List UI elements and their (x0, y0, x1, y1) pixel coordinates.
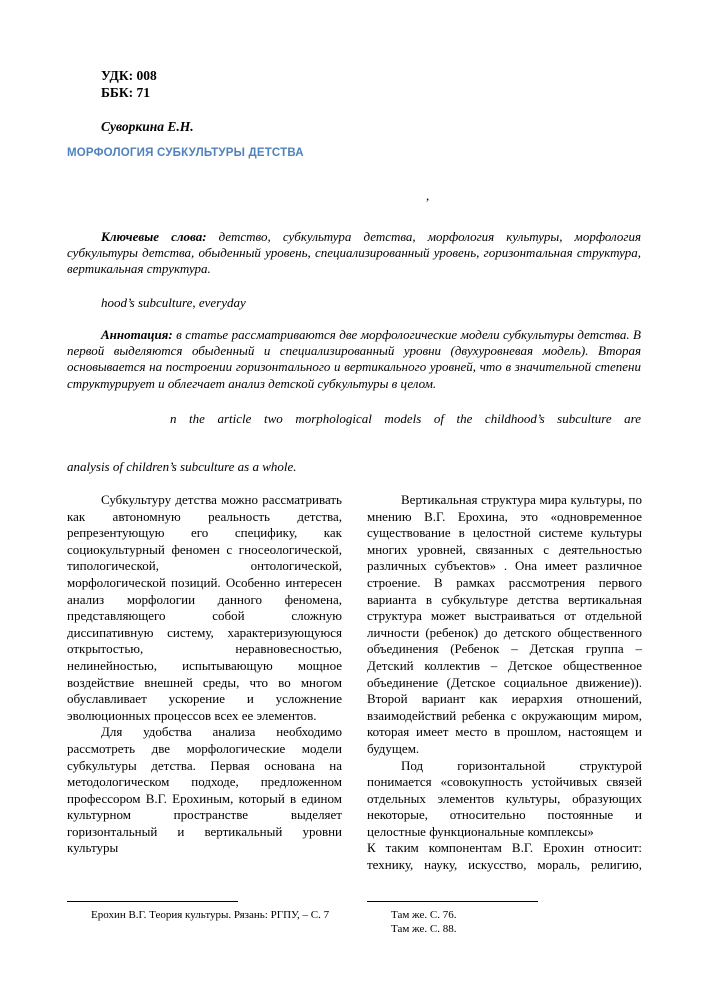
udk-code: УДК: 008 (101, 68, 157, 83)
keywords-paragraph (67, 229, 641, 278)
right-paragraph-1: Вертикальная структура мира культуры, по мнению В.Г. Ерохина, это «одновременное существование в целостной системе культуры многих уровней, связанных с деятельностью различных субъектов» . Она имеет различное строение. В рамках рассмотрения первого варианта в субкультуре детства вертикальная структура может выстраиваться от отдельной личности (ребенок) до детского общественного объединения (Ребенок – Детская группа – Детский коллектив – Детское общественное объединение (Детское социальное движение)). Второй вариант как иерархия отношений, взаимодействий ребенка с окружающим миром, которая имеет место в прошлом, настоящем и будущем. (367, 492, 642, 756)
abstract-text: в статье рассматриваются две морфологические модели субкультуры детства. В первой выделяются обыденный и специализированный уровни (двухуровневая модель). Вторая основывается на построении горизонтального и вертикального уровней, что в значительной степени структурирует и облегчает анализ детской субкультуры в целом. (67, 327, 641, 391)
left-paragraph-2: Для удобства анализа необходимо рассмотреть две морфологические модели субкультуры детства. Первая основана на методологическом подходе, предложенном профессором В.Г. Ерохиным, который в едином культурном пространстве выделяет горизонтальный и вертикальный уровни культуры (67, 724, 342, 856)
abstract-en-fragment: n the article two morphological models of the childhood’s subculture are (170, 411, 641, 426)
abstract-paragraph (67, 327, 641, 392)
left-paragraph-1: Субкультуру детства можно рассматривать как автономную реальность детства, репрезентующую его специфику, как социокультурный феномен с гносеологической, типологической, онтологической, морфологической позиций. Особенно интересен анализ морфологии данного феномена, представляющего собой сложную диссипативную систему, характеризующуюся открытостью, неравновесностью, нелинейностью, испытывающую мощное воздействие внешней среды, что во многом обуславливает ускорение и усложнение эволюционных процессов всех ее элементов. (67, 492, 342, 723)
left-column (67, 492, 342, 857)
footnote-left: Ерохин В.Г. Теория культуры. Рязань: РГПУ, – С. 7 (91, 909, 330, 921)
footnote-right-1: Там же. С. 76. (391, 909, 457, 921)
right-paragraph-3: К таким компонентам В.Г. Ерохин относит: технику, науку, искусство, мораль, религию, (367, 840, 642, 873)
abstract-label: Аннотация: (101, 327, 173, 342)
author-name: Суворкина Е.Н. (101, 119, 194, 134)
keywords-label: Ключевые слова: (101, 229, 207, 244)
footnote-rule-left (67, 901, 238, 902)
footnote-right-2: Там же. С. 88. (391, 923, 457, 935)
abstract-en-tail: analysis of children’s subculture as a whole. (67, 459, 297, 474)
keywords-text: детство, субкультура детства, морфология культуры, морфология субкультуры детства, обыденный уровень, специализированный уровень, горизонтальная структура, вертикальная структура. (67, 229, 641, 277)
bbk-code: ББК: 71 (101, 85, 151, 100)
stray-comma: , (426, 188, 430, 203)
keywords-en-fragment: hood’s subculture, everyday (101, 295, 246, 310)
article-title: МОРФОЛОГИЯ СУБКУЛЬТУРЫ ДЕТСТВА (67, 147, 304, 159)
right-paragraph-2: Под горизонтальной структурой понимается «совокупность устойчивых связей отдельных элементов культуры, образующих некоторые, относительно постоянные и целостные функциональные комплексы» (367, 757, 642, 839)
footnote-rule-right (367, 901, 538, 902)
right-column (367, 492, 642, 874)
